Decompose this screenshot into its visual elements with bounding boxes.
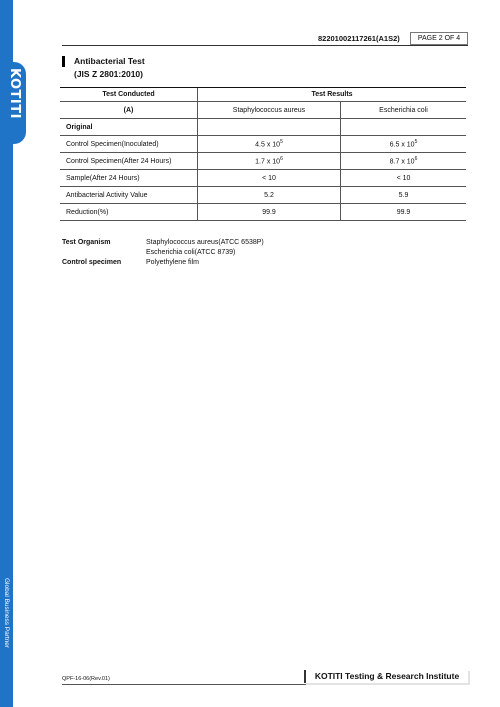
header-test-results: Test Results: [198, 88, 467, 102]
test-organism-label: Test Organism: [62, 239, 111, 246]
row-label: Control Specimen(Inoculated): [60, 136, 198, 153]
company-logo: KOTITI: [7, 68, 22, 119]
table-row: [60, 170, 466, 187]
group-label: Original: [60, 119, 198, 136]
page-indicator: PAGE 2 OF 4: [410, 32, 468, 45]
row-label: Control Specimen(After 24 Hours): [60, 153, 198, 170]
row-label: Antibacterial Activity Value: [60, 187, 198, 204]
form-code: QPF-16-06(Rev.01): [62, 676, 110, 682]
table-row: [60, 187, 466, 204]
table-header-row: [60, 88, 466, 102]
sidebar-tagline: Global Business Partner: [3, 578, 10, 649]
control-specimen-label: Control specimen: [62, 259, 122, 266]
row-label: Sample(After 24 Hours): [60, 170, 198, 187]
table-subheader-row: [60, 102, 466, 119]
value-escherichia: 5.9: [341, 187, 467, 204]
subheader-escherichia: Escherichia coli: [341, 102, 467, 119]
test-organism-2: Escherichia coli(ATCC 8739): [146, 249, 236, 256]
value-escherichia: 6.5 x $10^5$: [341, 136, 467, 153]
value-escherichia: < 10: [341, 170, 467, 187]
footer-organization: KOTITI Testing & Research Institute: [304, 670, 468, 683]
value-staphylococcus: 5.2: [198, 187, 341, 204]
table-row: [60, 204, 466, 221]
section-title: [62, 55, 145, 81]
row-label: Reduction(%): [60, 204, 198, 221]
document-number: 82201002117261(A1S2): [318, 34, 400, 43]
header-test-conducted: Test Conducted: [60, 88, 198, 102]
value-staphylococcus: 99.9: [198, 204, 341, 221]
value-staphylococcus: 4.5 x $10^5$: [198, 136, 341, 153]
value-staphylococcus: < 10: [198, 170, 341, 187]
section-title-line2: (JIS Z 2801:2010): [74, 69, 143, 79]
value-staphylococcus: 1.7 x $10^6$: [198, 153, 341, 170]
table-group-row: [60, 119, 466, 136]
table-row: [60, 136, 466, 153]
section-title-line1: Antibacterial Test: [74, 56, 145, 66]
subheader-staphylococcus: Staphylococcus aureus: [198, 102, 341, 119]
subheader-sample-id: (A): [60, 102, 198, 119]
test-organism-1: Staphylococcus aureus(ATCC 6538P): [146, 239, 264, 246]
results-table: [60, 87, 466, 221]
table-row: [60, 153, 466, 170]
control-specimen-value: Polyethylene film: [146, 259, 199, 266]
header-divider: [62, 45, 468, 46]
empty-cell: [198, 119, 341, 136]
value-escherichia: 8.7 x $10^6$: [341, 153, 467, 170]
value-escherichia: 99.9: [341, 204, 467, 221]
empty-cell: [341, 119, 467, 136]
